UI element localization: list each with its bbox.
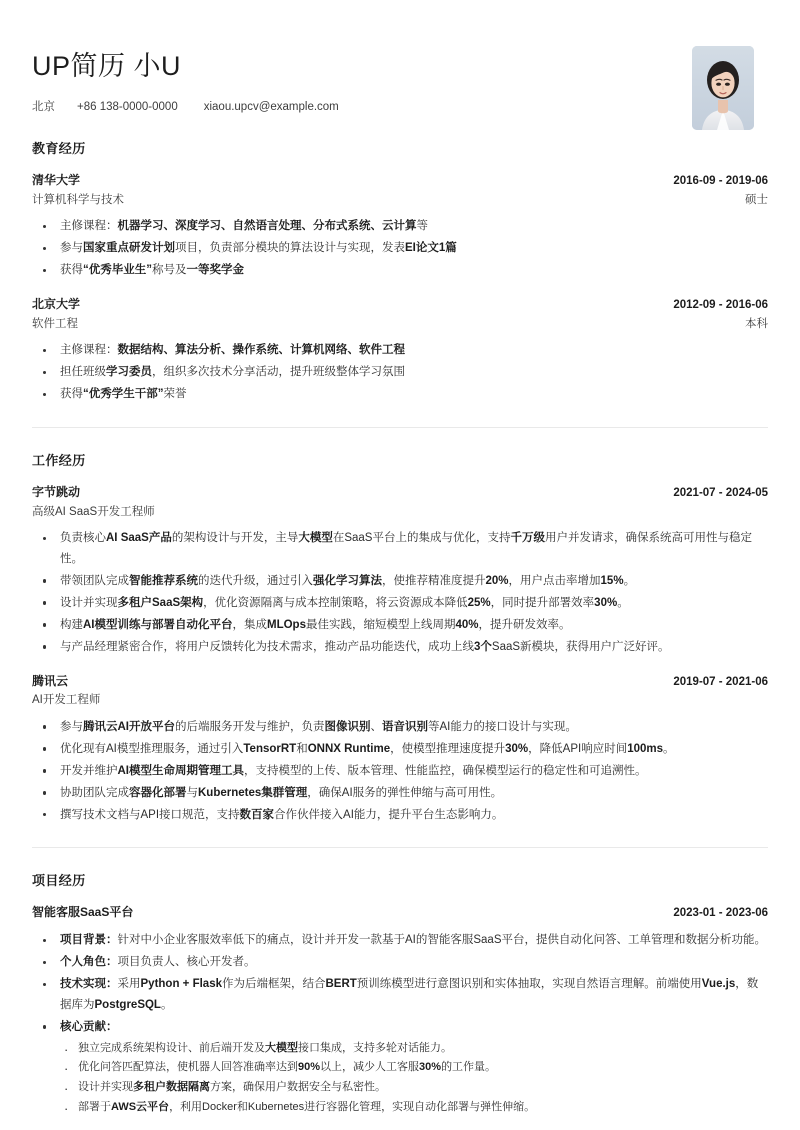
portrait-photo-icon [692, 46, 754, 130]
contact-info-row [32, 99, 339, 115]
entry-role: 计算机科学与技术 [32, 193, 124, 206]
entry-role: AI开发工程师 [32, 694, 101, 707]
entry-header [32, 295, 768, 315]
contact-phone: +86 138-0000-0000 [77, 100, 178, 113]
entry-header [32, 171, 768, 191]
header-text-block [32, 40, 339, 115]
entry-subheader [32, 691, 768, 709]
avatar [692, 46, 754, 130]
bullet-item: 担任班级学习委员，组织多次技术分享活动，提升班级整体学习氛围 [32, 362, 768, 383]
entry-date-range: 2016-09 - 2019-06 [673, 175, 768, 187]
bullet-list [32, 340, 768, 405]
bullet-item: 设计并实现多租户SaaS架构，优化资源隔离与成本控制策略，将云资源成本降低25%，同时提升部署效率30%。 [32, 593, 768, 614]
bullet-item: 主修课程：机器学习、深度学习、自然语言处理、分布式系统、云计算等 [32, 216, 768, 237]
entry [32, 171, 768, 281]
entry-header [32, 672, 768, 692]
bullet-item: 参与腾讯云AI开放平台的后端服务开发与维护，负责图像识别、语音识别等AI能力的接口设计与实现。 [32, 717, 768, 738]
sub-bullet-item: · 部署于AWS云平台，利用Docker和Kubernetes进行容器化管理，实现自动化部署与弹性伸缩。 [60, 1098, 768, 1118]
entry-header [32, 483, 768, 503]
bullet-item: 负责核心AI SaaS产品的架构设计与开发，主导大模型在SaaS平台上的集成与优化，支持千万级用户并发请求，确保系统高可用性与稳定性。 [32, 528, 768, 570]
entry-subheader [32, 191, 768, 209]
entry-header [32, 903, 768, 923]
sub-bullet-list [60, 1039, 768, 1117]
resume-header [32, 40, 768, 136]
sub-bullet-item: · 优化问答匹配算法，使机器人回答准确率达到90%以上，减少人工客服30%的工作量。 [60, 1058, 768, 1078]
bullet-item: 撰写技术文档与API接口规范，支持数百家合作伙伴接入AI能力，提升平台生态影响力。 [32, 805, 768, 826]
bullet-list [32, 930, 768, 1117]
entry-organization: 智能客服SaaS平台 [32, 905, 134, 920]
bullet-item: 带领团队完成智能推荐系统的迭代升级，通过引入强化学习算法，使推荐精准度提升20%，用户点击率增加15%。 [32, 571, 768, 592]
sub-bullet-item: · 独立完成系统架构设计、前后端开发及大模型接口集成，支持多轮对话能力。 [60, 1039, 768, 1059]
entry-organization: 清华大学 [32, 173, 81, 187]
bullet-item: 获得“优秀毕业生”称号及一等奖学金 [32, 260, 768, 281]
section-education [32, 136, 768, 405]
bullet-item: 与产品经理紧密合作，将用户反馈转化为技术需求，推动产品功能迭代，成功上线3个SaaS新模块，获得用户广泛好评。 [32, 637, 768, 658]
candidate-name: UP简历 小U [32, 51, 182, 81]
section-title-education: 教育经历 [32, 141, 86, 156]
entry [32, 903, 768, 1117]
entry-date-range: 2023-01 - 2023-06 [673, 907, 768, 920]
entry [32, 672, 768, 826]
entry-subheader [32, 503, 768, 521]
resume-sections [32, 136, 768, 1117]
entry-date-range: 2021-07 - 2024-05 [673, 486, 768, 499]
bullet-item: 个人角色：项目负责人、核心开发者。 [32, 952, 768, 973]
bullet-item: 主修课程：数据结构、算法分析、操作系统、计算机网络、软件工程 [32, 340, 768, 361]
entry [32, 483, 768, 658]
section-title-work: 工作经历 [32, 452, 86, 468]
bullet-item: 开发并维护AI模型生命周期管理工具，支持模型的上传、版本管理、性能监控，确保模型运行的稳定性和可追溯性。 [32, 761, 768, 782]
sub-bullet-item: · 设计并实现多租户数据隔离方案，确保用户数据安全与私密性。 [60, 1078, 768, 1098]
section-work [32, 427, 768, 826]
contact-city: 北京 [32, 100, 55, 113]
entry-date-range: 2012-09 - 2016-06 [673, 298, 768, 311]
entry [32, 295, 768, 405]
bullet-list [32, 216, 768, 281]
section-projects [32, 847, 768, 1117]
bullet-item: 获得“优秀学生干部”荣誉 [32, 384, 768, 405]
entry-date-range: 2019-07 - 2021-06 [673, 675, 768, 688]
bullet-item: 技术实现：采用Python + Flask作为后端框架，结合BERT预训练模型进行意图识别和实体抽取，实现自然语言理解。前端使用Vue.js，数据库为PostgreSQL。 [32, 974, 768, 1016]
entry-role: 软件工程 [32, 317, 78, 330]
section-title-projects: 项目经历 [32, 873, 86, 889]
contact-email: xiaou.upcv@example.com [203, 100, 339, 113]
bullet-item: 核心贡献： · 独立完成系统架构设计、前后端开发及大模型接口集成，支持多轮对话能力。 · 优化问答匹配算法，使机器人回答准确率达到90%以上，减少人工客服30%的工作量。 · 设计并实现多租户数据隔离方案，确保用户数据安全与私密性。 · 部署于AWS云平台，利用Docker和Kubernetes进行容器化管理，实现自动化部署与弹性伸缩。 [32, 1017, 768, 1117]
entry-organization: 字节跳动 [32, 484, 81, 499]
bullet-list [32, 717, 768, 826]
entry-subheader [32, 315, 768, 333]
entry-role: 高级AI SaaS开发工程师 [32, 505, 155, 518]
bullet-item: 优化现有AI模型推理服务，通过引入TensorRT和ONNX Runtime，使模型推理速度提升30%，降低API响应时间100ms。 [32, 739, 768, 760]
bullet-list [32, 528, 768, 658]
entry-organization: 腾讯云 [32, 673, 69, 688]
bullet-item: 协助团队完成容器化部署与Kubernetes集群管理，确保AI服务的弹性伸缩与高可用性。 [32, 783, 768, 804]
entry-organization: 北京大学 [32, 296, 81, 311]
entry-degree: 本科 [745, 317, 768, 330]
bullet-item: 项目背景：针对中小企业客服效率低下的痛点，设计并开发一款基于AI的智能客服SaaS平台，提供自动化问答、工单管理和数据分析功能。 [32, 930, 768, 951]
bullet-item: 构建AI模型训练与部署自动化平台，集成MLOps最佳实践，缩短模型上线周期40%，提升研发效率。 [32, 615, 768, 636]
bullet-item: 参与国家重点研发计划项目，负责部分模块的算法设计与实现，发表EI论文1篇 [32, 238, 768, 259]
entry-degree: 硕士 [745, 193, 768, 206]
